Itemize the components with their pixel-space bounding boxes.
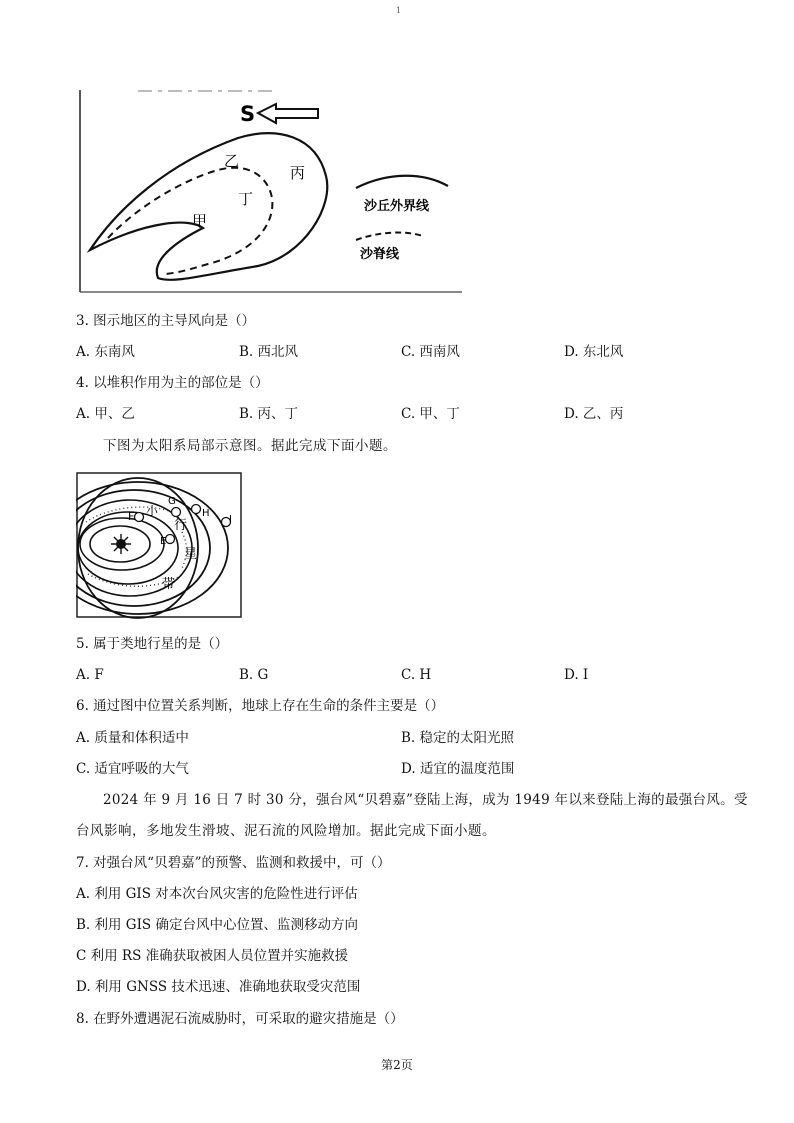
q3-option-d: D. 东北风 [564,344,624,360]
q4-option-b: B. 丙、丁 [239,406,299,422]
label-h: H [202,508,210,519]
q4-option-a: A. 甲、乙 [76,406,135,422]
q3-stem: 3. 图示地区的主导风向是（） [76,313,256,329]
arrow-icon [258,104,318,123]
legend-outer-line [356,176,448,188]
dune-outer-boundary [90,133,327,280]
belt-char-xiao: 小 [146,504,159,518]
intro-typhoon-line1: 2024 年 9 月 16 日 7 时 30 分，强台风“贝碧嘉”登陆上海，成为 1949 年以来登陆上海的最强台风。受 [103,792,748,808]
label-f: F [128,510,135,523]
planet-h [192,505,201,514]
orbit-i [76,482,228,614]
q5-stem: 5. 属于类地行星的是（） [76,636,229,652]
sand-dune-figure [78,88,468,298]
q5-option-b: B. G [239,667,269,683]
q7-option-b: B. 利用 GIS 确定台风中心位置、监测移动方向 [76,917,358,933]
sun-icon [111,534,131,554]
q5-option-a: A. F [76,667,104,683]
q5-option-d: D. I [564,667,589,683]
page-footer: 第2页 [381,1058,413,1072]
q6-stem: 6. 通过图中位置关系判断，地球上存在生命的条件主要是（） [76,698,445,714]
q5-option-c: C. H [401,667,432,683]
solar-system-figure [76,472,244,620]
orbit-outer [78,478,198,618]
q6-option-b: B. 稳定的太阳光照 [401,730,515,746]
intro-typhoon-line2: 台风影响，多地发生滑坡、泥石流的风险增加。据此完成下面小题。 [76,823,496,839]
label-ding: 丁 [238,190,254,208]
belt-char-xing: 行 [174,518,188,533]
q7-stem: 7. 对强台风“贝碧嘉”的预警、监测和救援中，可（） [76,855,391,871]
label-g: G [168,496,176,507]
legend-outer-label: 沙丘外界线 [364,199,430,214]
label-jia: 甲 [192,212,208,230]
q4-stem: 4. 以堆积作用为主的部位是（） [76,375,269,391]
belt-char-dai: 带 [162,577,176,592]
dune-ridge-line [108,168,272,274]
q3-option-b: B. 西北风 [239,344,299,360]
q4-option-c: C. 甲、丁 [401,406,460,422]
q6-option-d: D. 适宜的温度范围 [401,761,515,777]
planet-e [166,535,175,544]
q4-option-d: D. 乙、丙 [564,406,624,422]
label-yi: 乙 [224,152,240,170]
page-mark: 1 [396,6,402,15]
q7-option-d: D. 利用 GNSS 技术迅速、准确地获取受灾范围 [76,979,361,995]
label-e: E [160,536,167,547]
belt-char-xing2: 星 [184,547,198,562]
planet-f [135,513,144,522]
q3-option-c: C. 西南风 [401,344,460,360]
q8-stem: 8. 在野外遭遇泥石流威胁时，可采取的避灾措施是（） [76,1011,404,1027]
q6-option-a: A. 质量和体积适中 [76,730,189,746]
label-i: I [229,514,232,525]
direction-label: S [240,102,256,126]
legend-ridge-label: 沙脊线 [360,247,400,262]
q3-option-a: A. 东南风 [76,344,135,360]
intro-solar-system: 下图为太阳系局部示意图。据此完成下面小题。 [103,438,397,454]
legend-ridge-line [356,233,423,240]
q7-option-a: A. 利用 GIS 对本次台风灾害的危险性进行评估 [76,886,358,902]
planet-g [172,508,181,517]
label-bing: 丙 [290,164,306,182]
q7-option-c: C 利用 RS 准确获取被困人员位置并实施救援 [76,948,349,964]
q6-option-c: C. 适宜呼吸的大气 [76,761,189,777]
